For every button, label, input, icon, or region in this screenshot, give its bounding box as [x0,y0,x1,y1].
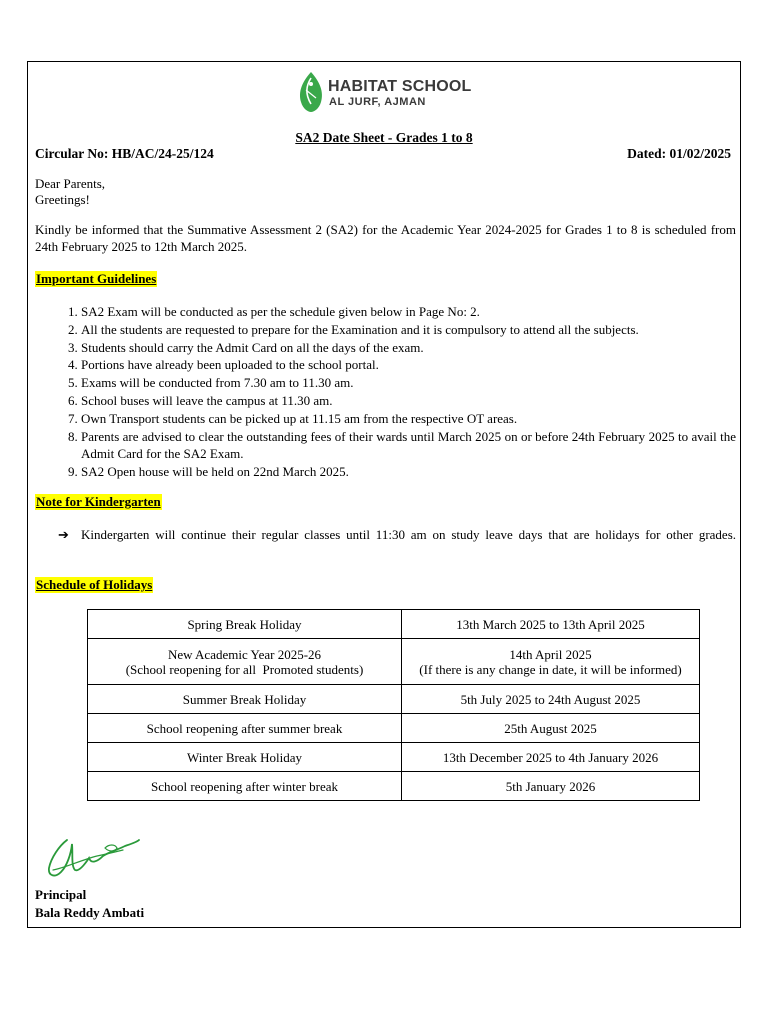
signatory-title: Principal [35,887,87,902]
table-row [88,714,700,743]
signatory-name: Bala Reddy Ambati [35,905,145,920]
kindergarten-note-text: Kindergarten will continue their regular classes until 11:30 am on study leave days that are holidays for other grades. [81,527,736,542]
holiday-event: Spring Break Holiday [88,610,402,639]
arrow-bullet-icon: ➔ [58,527,69,542]
guidelines-list [35,303,736,481]
kindergarten-heading: Note for Kindergarten [36,494,161,509]
list-item: 2. All the students are requested to prepare for the Examination and it is compulsory to attend all the subjects. [81,321,736,339]
holiday-event-line: New Academic Year 2025-26 [167,646,322,662]
document-title: SA2 Date Sheet - Grades 1 to 8 [295,130,473,145]
school-logo [298,70,478,114]
holiday-date: 13th December 2025 to 4th January 2026 [402,743,700,772]
greeting: Greetings! [35,192,90,207]
school-name: HABITAT SCHOOL [328,78,472,95]
table-row [88,639,700,685]
holiday-event-sub: (School reopening for all Promoted students) [125,661,364,677]
document-date: Dated: 01/02/2025 [627,146,731,161]
list-item: 9. SA2 Open house will be held on 22nd March 2025. [81,463,736,481]
holidays-heading: Schedule of Holidays [36,577,153,592]
table-row [88,772,700,801]
salutation: Dear Parents, [35,176,106,191]
intro-paragraph: Kindly be informed that the Summative Assessment 2 (SA2) for the Academic Year 2024-2025 for Grades 1 to 8 is scheduled from 24th February 2025 to 12th March 2025. [35,222,736,254]
list-item: 1. SA2 Exam will be conducted as per the schedule given below in Page No: 2. [81,303,736,321]
list-item: 3. Students should carry the Admit Card on all the days of the exam. [81,339,736,357]
holiday-event: Summer Break Holiday [88,685,402,714]
holiday-date: 5th January 2026 [402,772,700,801]
principal-signature [45,830,145,882]
list-item: 4. Portions have already been uploaded to the school portal. [81,356,736,374]
list-item: 5. Exams will be conducted from 7.30 am to 11.30 am. [81,374,736,392]
circular-number: Circular No: HB/AC/24-25/124 [35,146,214,161]
list-item: 7. Own Transport students can be picked up at 11.15 am from the respective OT areas. [81,410,736,428]
table-row [88,685,700,714]
list-item: 6. School buses will leave the campus at 11.30 am. [81,392,736,410]
table-row [88,743,700,772]
holiday-event [88,639,402,685]
leaf-logo-icon [298,70,324,114]
holiday-date: 5th July 2025 to 24th August 2025 [402,685,700,714]
holiday-event: Winter Break Holiday [88,743,402,772]
holiday-date: 13th March 2025 to 13th April 2025 [402,610,700,639]
holidays-table [87,609,700,801]
holiday-event: School reopening after winter break [88,772,402,801]
guidelines-heading: Important Guidelines [36,271,157,286]
table-row [88,610,700,639]
holiday-date-line: 14th April 2025 [509,646,592,662]
holiday-event: School reopening after summer break [88,714,402,743]
list-item: 8. Parents are advised to clear the outstanding fees of their wards until March 2025 on or before 24th February 2025 to avail the Admit Card for the SA2 Exam. [81,428,736,464]
holiday-date-sub: (If there is any change in date, it will be informed) [419,661,682,677]
holiday-date [402,639,700,685]
holiday-date: 25th August 2025 [402,714,700,743]
school-location: AL JURF, AJMAN [329,96,426,108]
